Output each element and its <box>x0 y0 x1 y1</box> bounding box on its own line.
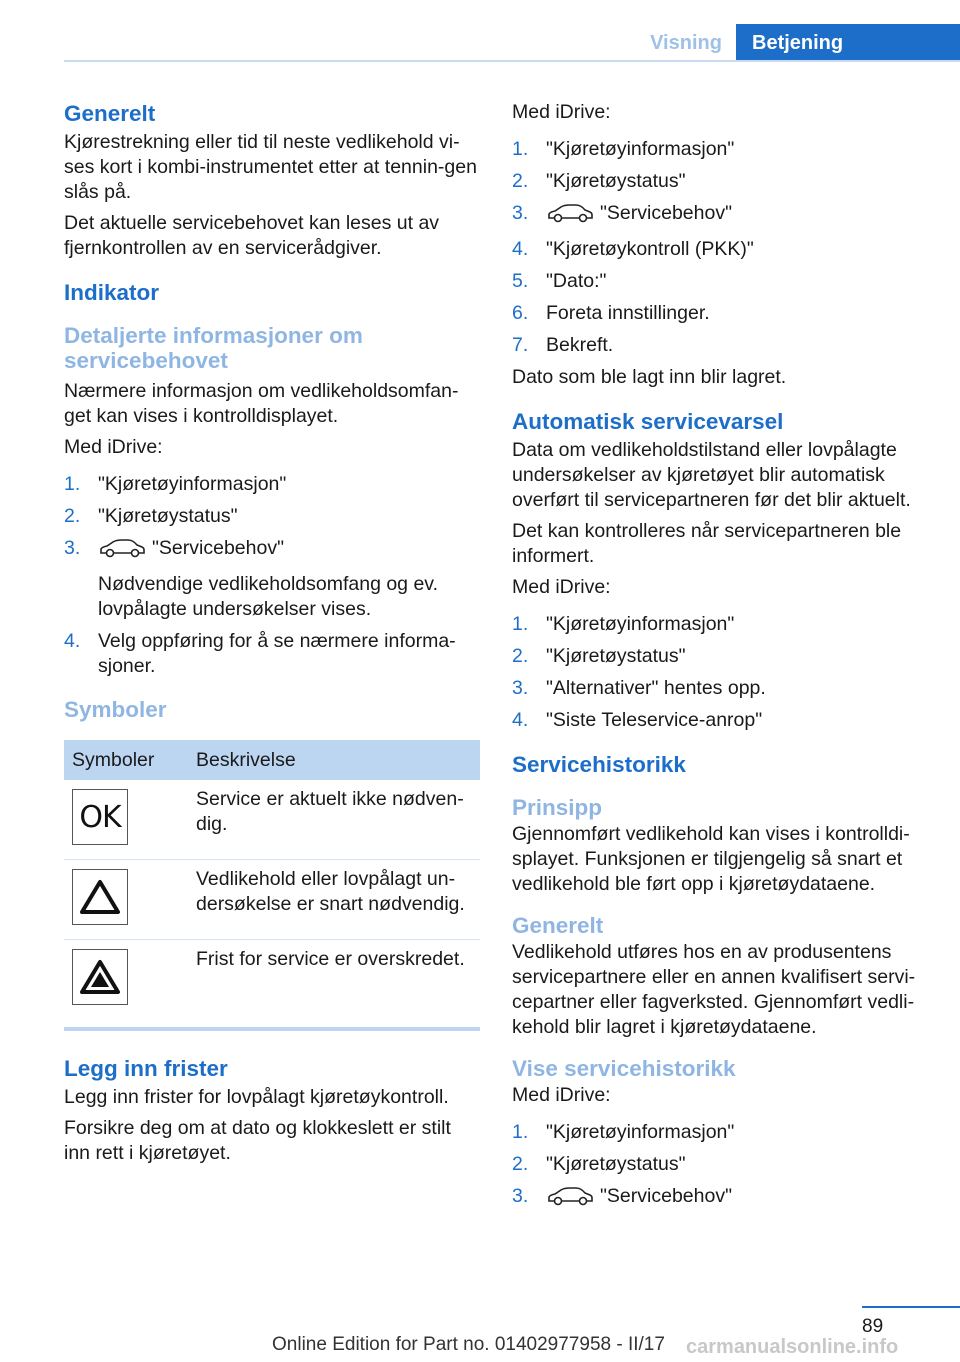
step-text: Foreta innstillinger. <box>546 302 710 324</box>
symbols-table <box>64 740 480 1019</box>
step-number: 6. <box>512 302 529 324</box>
list-item <box>512 612 928 637</box>
car-service-icon <box>546 203 594 230</box>
generelt-paragraph-1: Kjørestrekning eller tid til neste vedlikehold vi-ses kort i kombi-instrumentet etter at tennin-gen slås på. <box>64 131 477 203</box>
step-text: "Kjøretøystatus" <box>546 645 686 667</box>
step-number: 2. <box>64 505 81 527</box>
auto-paragraph-3: Med iDrive: <box>512 576 611 598</box>
dato-lagret-paragraph: Dato som ble lagt inn blir lagret. <box>512 366 787 388</box>
edition-text: Online Edition for Part no. 01402977958 - II/17 <box>272 1334 665 1355</box>
step-number: 7. <box>512 334 529 356</box>
table-bottom-rule <box>64 1027 480 1031</box>
footer-divider <box>862 1306 960 1308</box>
heading-generelt: Generelt <box>64 101 156 126</box>
prinsipp-paragraph: Gjennomført vedlikehold kan vises i kontrolldi-splayet. Funksjonen er tilgjengelig så snart et vedlikehold ble ført opp i kjøretøydataene. <box>512 823 910 895</box>
table-row <box>64 940 480 1020</box>
list-item <box>512 301 928 326</box>
step-number: 4. <box>512 709 529 731</box>
table-header-row <box>64 740 480 780</box>
heading-vise-servicehistorikk: Vise servicehistorikk <box>512 1056 736 1081</box>
heading-servicehistorikk: Servicehistorikk <box>512 752 686 777</box>
step-number: 2. <box>512 170 529 192</box>
detaljerte-paragraph-2: Med iDrive: <box>64 436 163 458</box>
steps-list-pkk <box>512 137 928 358</box>
step-text: "Siste Teleservice-anrop" <box>546 709 763 731</box>
list-item <box>64 504 480 529</box>
table-row <box>64 860 480 940</box>
steps-list-teleservice <box>512 612 928 733</box>
symbol-cell <box>64 780 188 860</box>
ok-symbol-text: OK <box>79 799 121 835</box>
description-cell: Frist for service er overskredet. <box>196 948 465 970</box>
step-text: "Kjøretøystatus" <box>546 1153 686 1175</box>
step-text: "Kjøretøyinformasjon" <box>546 1121 735 1143</box>
step-number: 1. <box>512 1121 529 1143</box>
heading-detaljerte: Detaljerte informasjoner om servicebehovet <box>64 323 363 373</box>
step-text: "Servicebehov" <box>600 1185 732 1207</box>
step-number: 3. <box>512 677 529 699</box>
heading-generelt-2: Generelt <box>512 913 604 938</box>
frister-paragraph-1: Legg inn frister for lovpålagt kjøretøykontroll. <box>64 1086 449 1108</box>
list-item <box>512 1152 928 1177</box>
symbol-cell <box>64 940 188 1020</box>
list-item <box>512 201 928 230</box>
heading-indikator: Indikator <box>64 280 160 305</box>
list-item <box>512 237 928 262</box>
table-header-beskrivelse: Beskrivelse <box>188 740 480 780</box>
step-number: 2. <box>512 1153 529 1175</box>
generelt-paragraph-2: Det aktuelle servicebehovet kan leses ut av fjernkontrollen av en servicerådgiver. <box>64 212 440 259</box>
intro-med-idrive: Med iDrive: <box>512 101 611 123</box>
steps-list-historikk <box>512 1120 928 1213</box>
step-text: "Kjøretøyinformasjon" <box>546 138 735 160</box>
list-item <box>512 1120 928 1145</box>
step-number: 3. <box>512 1185 529 1207</box>
symbol-cell <box>64 860 188 940</box>
step-number: 1. <box>64 473 81 495</box>
step-text: "Kjøretøystatus" <box>98 505 238 527</box>
description-cell: Service er aktuelt ikke nødven-dig. <box>188 780 480 860</box>
frister-paragraph-2: Forsikre deg om at dato og klokkeslett er stilt inn rett i kjøretøyet. <box>64 1117 451 1164</box>
list-item <box>512 676 928 701</box>
step-text: "Alternativer" hentes opp. <box>546 677 766 699</box>
step-text: Velg oppføring for å se nærmere informa-sjoner. <box>98 630 456 677</box>
page-number: 89 <box>862 1316 884 1337</box>
step-note: Nødvendige vedlikeholdsomfang og ev. lovpålagte undersøkelser vises. <box>98 573 439 620</box>
warning-triangle-filled-icon <box>72 949 128 1005</box>
auto-paragraph-1: Data om vedlikeholdstilstand eller lovpålagte undersøkelser av kjøretøyet blir automatisk overført til servicepartneren før det blir aktuelt. <box>512 439 911 511</box>
step-number: 4. <box>512 238 529 260</box>
step-text: "Kjøretøyinformasjon" <box>546 613 735 635</box>
list-item <box>512 708 928 733</box>
list-item <box>64 472 480 497</box>
generelt2-paragraph: Vedlikehold utføres hos en av produsentens servicepartnere eller en annen kvalifisert servi-cepartner eller fagverksted. Gjennomført vedli-kehold blir lagret i kjøretøydataene. <box>512 941 916 1038</box>
table-header-symboler: Symboler <box>64 740 188 780</box>
step-number: 3. <box>64 537 81 559</box>
heading-prinsipp: Prinsipp <box>512 795 603 820</box>
left-column <box>64 100 480 1172</box>
vise-paragraph: Med iDrive: <box>512 1084 611 1106</box>
heading-automatisk-servicevarsel: Automatisk servicevarsel <box>512 409 784 434</box>
list-item <box>512 137 928 162</box>
steps-list-left <box>64 472 480 679</box>
car-service-icon <box>546 1186 594 1213</box>
table-row <box>64 780 480 860</box>
list-item <box>512 269 928 294</box>
step-number: 1. <box>512 138 529 160</box>
header-divider <box>64 60 960 62</box>
auto-paragraph-2: Det kan kontrolleres når servicepartneren ble informert. <box>512 520 902 567</box>
ok-symbol-icon <box>72 789 128 845</box>
description-cell: Vedlikehold eller lovpålagt un-dersøkelse er snart nødvendig. <box>188 860 480 940</box>
step-text: "Servicebehov" <box>600 202 732 224</box>
step-number: 5. <box>512 270 529 292</box>
step-text: Bekreft. <box>546 334 614 356</box>
heading-symboler: Symboler <box>64 697 167 722</box>
step-text: "Dato:" <box>546 270 607 292</box>
list-item <box>512 169 928 194</box>
list-item <box>512 644 928 669</box>
car-service-icon <box>98 538 146 565</box>
step-number: 4. <box>64 630 81 652</box>
step-number: 1. <box>512 613 529 635</box>
step-number: 3. <box>512 202 529 224</box>
warning-triangle-icon <box>72 869 128 925</box>
list-item <box>512 1184 928 1213</box>
step-number: 2. <box>512 645 529 667</box>
tab-betjening[interactable]: Betjening <box>736 24 960 62</box>
list-item <box>512 333 928 358</box>
tab-visning[interactable]: Visning <box>650 32 722 54</box>
heading-legg-inn-frister: Legg inn frister <box>64 1056 228 1081</box>
site-watermark: carmanualsonline.info <box>686 1336 899 1358</box>
list-item <box>64 536 480 622</box>
list-item <box>64 629 480 679</box>
detaljerte-paragraph-1: Nærmere informasjon om vedlikeholdsomfan-get kan vises i kontrolldisplayet. <box>64 380 459 427</box>
step-text: "Kjøretøyinformasjon" <box>98 473 287 495</box>
step-text: "Kjøretøystatus" <box>546 170 686 192</box>
right-column <box>512 100 928 1220</box>
step-text: "Kjøretøykontroll (PKK)" <box>546 238 754 260</box>
step-text: "Servicebehov" <box>152 537 284 559</box>
